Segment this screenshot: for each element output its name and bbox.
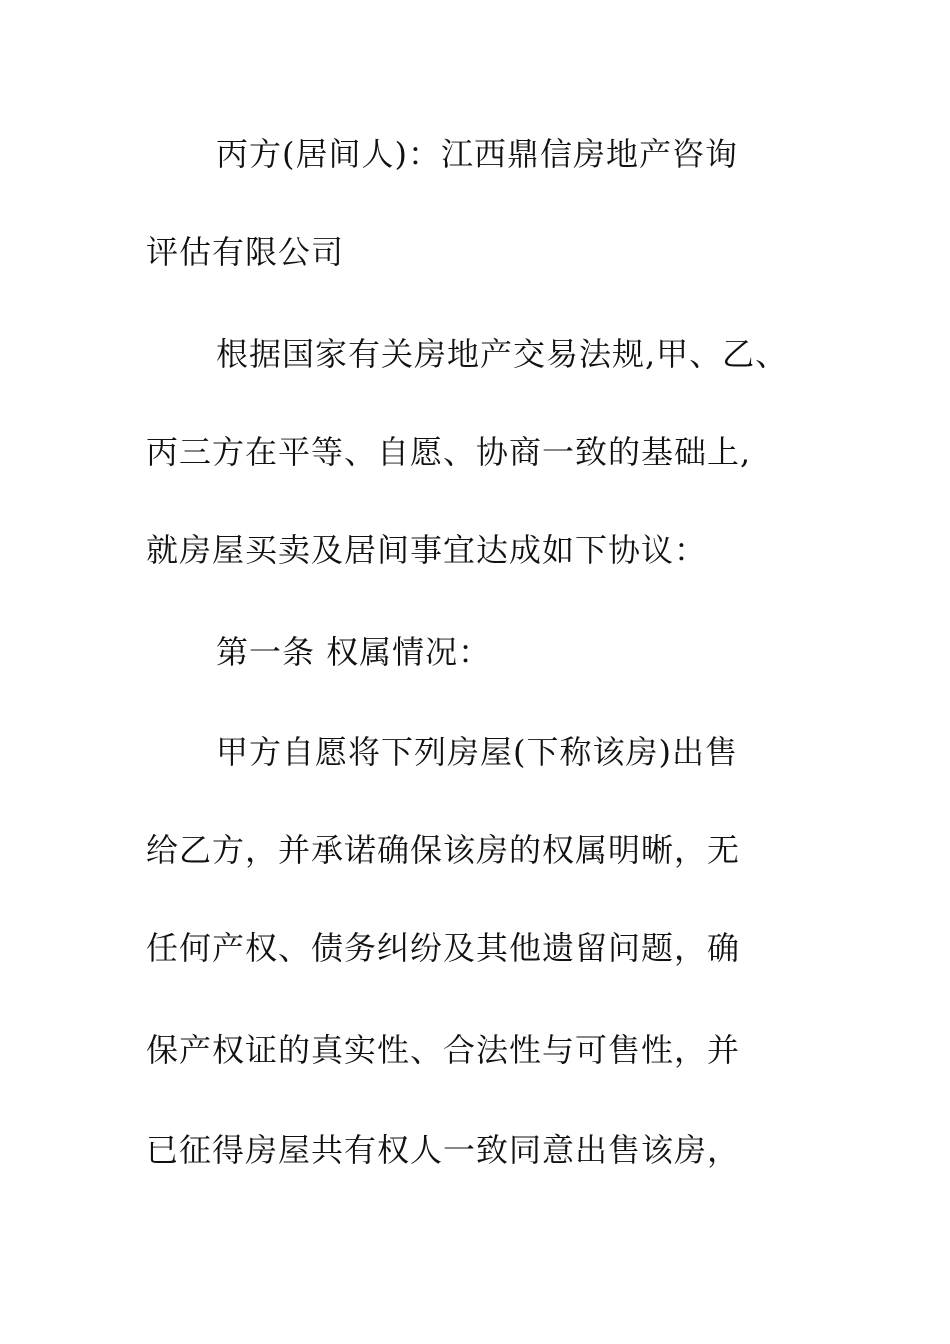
preamble-line-3: 就房屋买卖及居间事宜达成如下协议： [146, 531, 708, 569]
article-1-line-3: 任何产权、债务纠纷及其他遗留问题，确 [146, 929, 741, 967]
preamble-line-1: 根据国家有关房地产交易法规,甲、乙、 [216, 335, 789, 373]
article-1-line-2: 给乙方，并承诺确保该房的权属明晰，无 [146, 831, 741, 869]
preamble-line-2: 丙三方在平等、自愿、协商一致的基础上, [146, 433, 752, 471]
article-1-line-1: 甲方自愿将下列房屋(下称该房)出售 [216, 733, 738, 771]
party-c-line-continued: 评估有限公司 [146, 233, 345, 271]
article-1-heading: 第一条 权属情况： [216, 633, 492, 671]
article-1-line-5: 已征得房屋共有权人一致同意出售该房， [146, 1131, 741, 1169]
article-1-line-4: 保产权证的真实性、合法性与可售性，并 [146, 1031, 741, 1069]
party-c-line: 丙方(居间人)：江西鼎信房地产咨询 [216, 135, 738, 173]
